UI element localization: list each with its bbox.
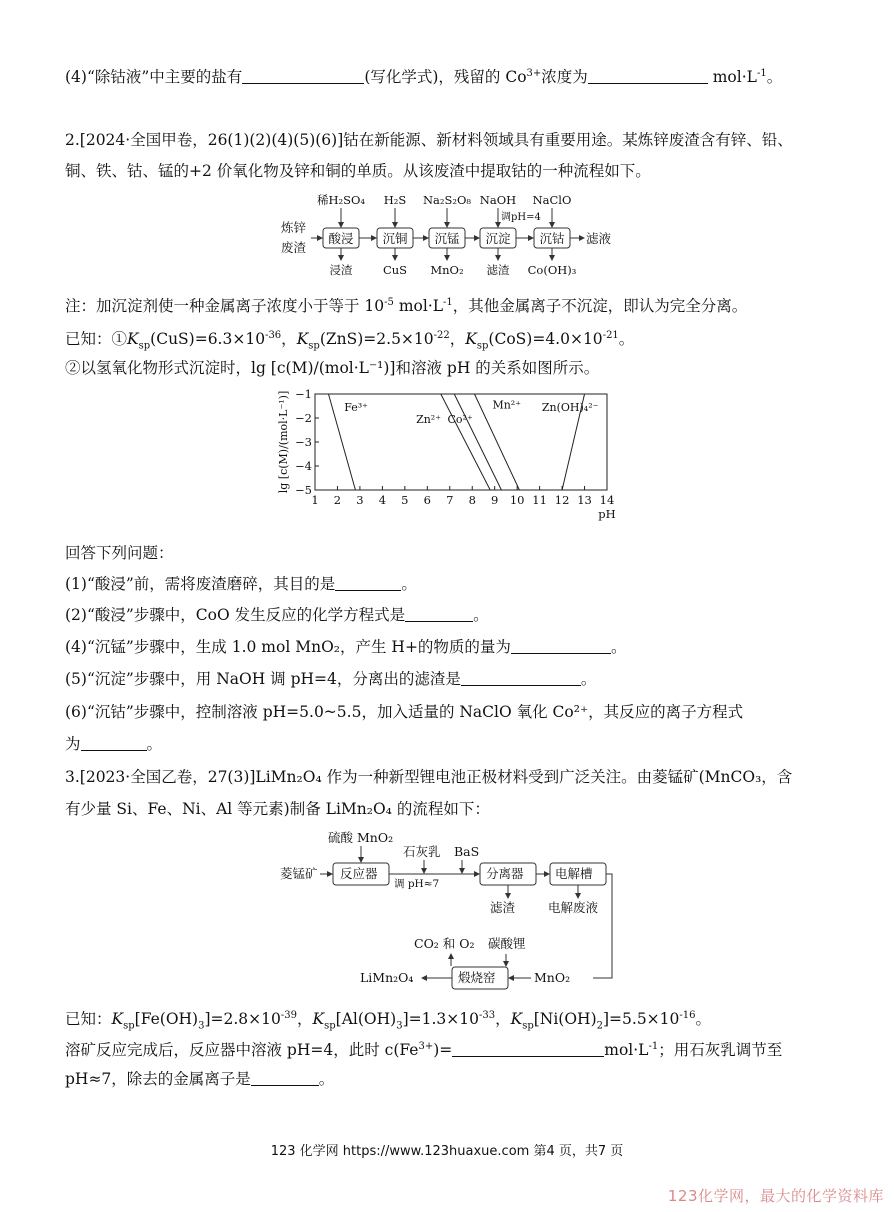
y-tick-label: −2 bbox=[295, 411, 312, 425]
x-tick-label: 11 bbox=[532, 493, 547, 507]
subscript: sp bbox=[308, 340, 320, 352]
q3-flow-diagram bbox=[276, 826, 616, 996]
q3-intro-1: 3.[2023·全国乙卷，27(3)]LiMn₂O₄ 作为一种新型锂电池正极材料受到广泛关注。由菱锰矿(MnCO₃，含 bbox=[65, 768, 793, 786]
x-tick-label: 2 bbox=[333, 493, 342, 507]
flow-step-label: 沉淀 bbox=[485, 231, 511, 246]
x-tick-label: 12 bbox=[554, 493, 570, 507]
x-tick-label: 5 bbox=[401, 493, 409, 507]
y-axis-label: lg [c(M)/(mol·L⁻¹)] bbox=[277, 390, 290, 494]
q2-note bbox=[65, 293, 747, 316]
known-text: [Al(OH) bbox=[335, 1010, 397, 1029]
known-text: 。 bbox=[695, 1010, 712, 1029]
q2-intro-2: 铜、铁、钴、锰的+2 价氧化物及锌和铜的单质。从该废渣中提取钴的一种流程如下。 bbox=[65, 162, 651, 180]
x-tick-label: 4 bbox=[378, 493, 387, 507]
y-tick-label: −1 bbox=[295, 387, 312, 401]
known-text: 已知： bbox=[65, 1010, 112, 1029]
x-tick-label: 7 bbox=[446, 493, 454, 507]
q1-part4-text-c: 浓度为 bbox=[541, 68, 588, 87]
known-text: 已知：① bbox=[65, 330, 128, 349]
flow-reagent: Na₂S₂O₈ bbox=[422, 193, 472, 207]
superscript: -22 bbox=[433, 330, 450, 341]
superscript: -39 bbox=[280, 1010, 297, 1021]
q3-bas: BaS bbox=[454, 844, 480, 859]
y-tick-label: −5 bbox=[295, 483, 312, 497]
question-6-a: (6)“沉钴”步骤中，控制溶液 pH=5.0~5.5，加入适量的 NaClO 氧化 Co²⁺，其反应的离子方程式 bbox=[65, 703, 744, 721]
unit: mol·L bbox=[604, 1041, 649, 1060]
x-tick-label: 8 bbox=[468, 493, 476, 507]
watermark: 123化学网，最大的化学资料库 bbox=[667, 1187, 884, 1205]
q1-part4-text: (4)“除钴液”中主要的盐有 bbox=[65, 68, 243, 87]
period: 。 bbox=[473, 606, 489, 624]
q3-question-text-b: )= bbox=[433, 1041, 453, 1060]
subscript: sp bbox=[138, 340, 151, 352]
question-5 bbox=[65, 669, 596, 689]
q3-waste: 电解废液 bbox=[548, 900, 599, 915]
q3-mno2: MnO₂ bbox=[534, 970, 571, 985]
flow-product: CuS bbox=[382, 263, 408, 277]
unit: mol·L bbox=[712, 68, 757, 87]
subscript: sp bbox=[324, 1020, 336, 1032]
subscript: sp bbox=[476, 340, 489, 352]
x-tick-label: 1 bbox=[311, 493, 319, 507]
y-tick-label: −4 bbox=[295, 459, 312, 473]
answer-blank[interactable] bbox=[511, 639, 611, 654]
known-text: ]=1.3×10 bbox=[402, 1010, 479, 1029]
note-text: 注：加沉淀剂使一种金属离子浓度小于等于 10 bbox=[65, 297, 385, 316]
flow-reagent: NaClO bbox=[532, 193, 572, 207]
q2-intro-1: 2.[2024·全国甲卷，26(1)(2)(4)(5)(6)]钴在新能源、新材料领域具有重要用途。某炼锌废渣含有锌、铅、 bbox=[65, 131, 793, 149]
flow-step-label: 沉锰 bbox=[434, 231, 460, 246]
ph-chart bbox=[275, 386, 625, 526]
flow-step-label: 沉铜 bbox=[382, 231, 408, 246]
period: 。 bbox=[146, 735, 163, 753]
superscript: -5 bbox=[384, 297, 394, 308]
flow-product: MnO₂ bbox=[430, 263, 464, 277]
x-tick-label: 9 bbox=[491, 493, 499, 507]
q3-question-text-d: pH≈7，除去的金属离子是 bbox=[65, 1070, 251, 1088]
superscript: 3+ bbox=[418, 1041, 434, 1052]
q2-known-1 bbox=[65, 326, 634, 356]
q3-question-b bbox=[65, 1069, 334, 1089]
flow-product: 浸渣 bbox=[329, 263, 353, 277]
answer-blank[interactable] bbox=[452, 1042, 604, 1057]
known-text: ， bbox=[297, 1010, 313, 1029]
question-1-text: (1)“酸浸”前，需将废渣磨碎，其目的是 bbox=[65, 575, 336, 593]
q3-known bbox=[65, 1006, 711, 1036]
ksp-symbol: K bbox=[296, 330, 309, 349]
known-text: (CuS)=6.3×10 bbox=[150, 330, 266, 349]
question-5-text: (5)“沉淀”步骤中，用 NaOH 调 pH=4，分离出的滤渣是 bbox=[65, 670, 461, 688]
flow-start-2: 废渣 bbox=[281, 240, 307, 255]
period: 。 bbox=[766, 68, 783, 87]
period: 。 bbox=[401, 575, 417, 593]
known-text: ， bbox=[449, 330, 466, 349]
known-text: (ZnS)=2.5×10 bbox=[319, 330, 434, 349]
q3-residue: 滤渣 bbox=[490, 900, 516, 915]
ksp-symbol: K bbox=[510, 1010, 523, 1029]
flow-product: 滤渣 bbox=[486, 263, 510, 277]
q1-part4-line bbox=[65, 64, 782, 87]
superscript: 3+ bbox=[526, 68, 542, 79]
subscript: 3 bbox=[198, 1020, 205, 1032]
answer-blank[interactable] bbox=[242, 69, 364, 84]
period: 。 bbox=[318, 1070, 335, 1088]
x-axis-label: pH bbox=[598, 507, 616, 521]
series-line bbox=[441, 394, 490, 490]
question-1 bbox=[65, 574, 417, 594]
y-tick-label: −3 bbox=[295, 435, 312, 449]
flow-step-label: 沉钴 bbox=[539, 231, 565, 246]
questions-head: 回答下列问题： bbox=[65, 544, 174, 562]
flow-ph-note: 调pH=4 bbox=[501, 212, 541, 223]
q3-li2co3: 碳酸锂 bbox=[488, 936, 526, 951]
q3-intro-2: 有少量 Si、Fe、Ni、Al 等元素)制备 LiMn₂O₄ 的流程如下： bbox=[65, 800, 490, 818]
ksp-symbol: K bbox=[127, 330, 139, 349]
flow-reagent: NaOH bbox=[479, 193, 517, 207]
ksp-symbol: K bbox=[312, 1010, 325, 1029]
superscript: -36 bbox=[265, 330, 282, 341]
answer-blank[interactable] bbox=[251, 1071, 319, 1086]
q2-known-2: ②以氢氧化物形式沉淀时，lg [c(M)/(mol·L⁻¹)]和溶液 pH 的关系如图所示。 bbox=[65, 359, 600, 377]
x-tick-label: 3 bbox=[356, 493, 364, 507]
flow-start-1: 炼锌 bbox=[281, 220, 307, 235]
subscript: sp bbox=[522, 1020, 534, 1032]
known-text: ]=5.5×10 bbox=[603, 1010, 680, 1029]
q3-product: LiMn₂O₄ bbox=[360, 970, 414, 985]
q3-ph-note: 调 pH≈7 bbox=[394, 878, 440, 890]
known-text: 。 bbox=[618, 330, 635, 349]
q3-question-a bbox=[65, 1037, 782, 1060]
q1-part4-text-b: (写化学式)，残留的 Co bbox=[364, 68, 527, 87]
period: 。 bbox=[580, 670, 597, 688]
q3-question-text: 溶矿反应完成后，反应器中溶液 pH=4，此时 c(Fe bbox=[65, 1041, 419, 1060]
q3-separator: 分离器 bbox=[486, 866, 524, 881]
superscript: -1 bbox=[443, 297, 453, 308]
ksp-symbol: K bbox=[465, 330, 477, 349]
q2-flow-diagram bbox=[275, 192, 645, 284]
x-tick-label: 10 bbox=[509, 493, 525, 507]
question-2-text: (2)“酸浸”步骤中，CoO 发生反应的化学方程式是 bbox=[65, 606, 406, 624]
ksp-symbol: K bbox=[111, 1010, 124, 1029]
flow-reagent: 稀H₂SO₄ bbox=[316, 193, 366, 207]
superscript: -16 bbox=[679, 1010, 696, 1021]
series-label: Mn²⁺ bbox=[492, 398, 522, 412]
subscript: sp bbox=[123, 1020, 135, 1032]
series-label: Co²⁺ bbox=[447, 412, 473, 426]
q3-cell: 电解槽 bbox=[555, 866, 593, 881]
superscript: -1 bbox=[648, 1041, 659, 1052]
answer-blank[interactable] bbox=[405, 607, 473, 622]
page-footer: 123 化学网 https://www.123huaxue.com 第4 页，共7 页 bbox=[270, 1144, 624, 1159]
question-2 bbox=[65, 605, 489, 625]
question-6-b bbox=[65, 734, 162, 754]
superscript: -21 bbox=[602, 330, 619, 341]
subscript: 3 bbox=[396, 1020, 403, 1032]
known-text: ]=2.8×10 bbox=[204, 1010, 281, 1029]
superscript: -33 bbox=[478, 1010, 496, 1021]
note-unit: mol·L bbox=[393, 297, 444, 316]
series-label: Zn(OH)₄²⁻ bbox=[541, 400, 599, 414]
q3-lime: 石灰乳 bbox=[403, 844, 441, 859]
x-tick-label: 13 bbox=[577, 493, 592, 507]
q3-reactor: 反应器 bbox=[340, 866, 378, 881]
x-tick-label: 6 bbox=[423, 493, 431, 507]
subscript: 2 bbox=[596, 1020, 603, 1032]
series-label: Zn²⁺ bbox=[416, 412, 442, 426]
q3-reagents: 硫酸 MnO₂ bbox=[328, 830, 394, 845]
known-text: ， bbox=[495, 1010, 511, 1029]
q3-question-text-c: ；用石灰乳调节至 bbox=[658, 1041, 783, 1060]
question-4 bbox=[65, 637, 626, 657]
known-text: (CoS)=4.0×10 bbox=[488, 330, 603, 349]
period: 。 bbox=[610, 638, 627, 656]
flow-product: Co(OH)₃ bbox=[527, 263, 577, 277]
q3-start: 菱锰矿 bbox=[280, 866, 318, 881]
x-tick-label: 14 bbox=[599, 493, 615, 507]
flow-step-label: 酸浸 bbox=[328, 231, 354, 246]
question-4-text: (4)“沉锰”步骤中，生成 1.0 mol MnO₂，产生 H+的物质的量为 bbox=[65, 638, 511, 656]
answer-blank[interactable] bbox=[461, 671, 581, 686]
answer-blank[interactable] bbox=[588, 69, 708, 84]
known-text: [Fe(OH) bbox=[134, 1010, 199, 1029]
known-text: ， bbox=[281, 330, 297, 349]
flow-end-label: 滤液 bbox=[586, 231, 612, 246]
answer-blank[interactable] bbox=[81, 736, 147, 751]
q3-kiln: 煅烧窑 bbox=[458, 970, 496, 985]
superscript: -1 bbox=[756, 68, 767, 79]
series-label: Fe³⁺ bbox=[344, 400, 368, 414]
flow-reagent: H₂S bbox=[383, 193, 407, 207]
answer-blank[interactable] bbox=[335, 576, 401, 591]
known-text: [Ni(OH) bbox=[533, 1010, 597, 1029]
question-6-text: 为 bbox=[65, 735, 81, 753]
q3-gas: CO₂ 和 O₂ bbox=[414, 936, 475, 951]
note-text-c: ，其他金属离子不沉淀，即认为完全分离。 bbox=[452, 297, 748, 316]
